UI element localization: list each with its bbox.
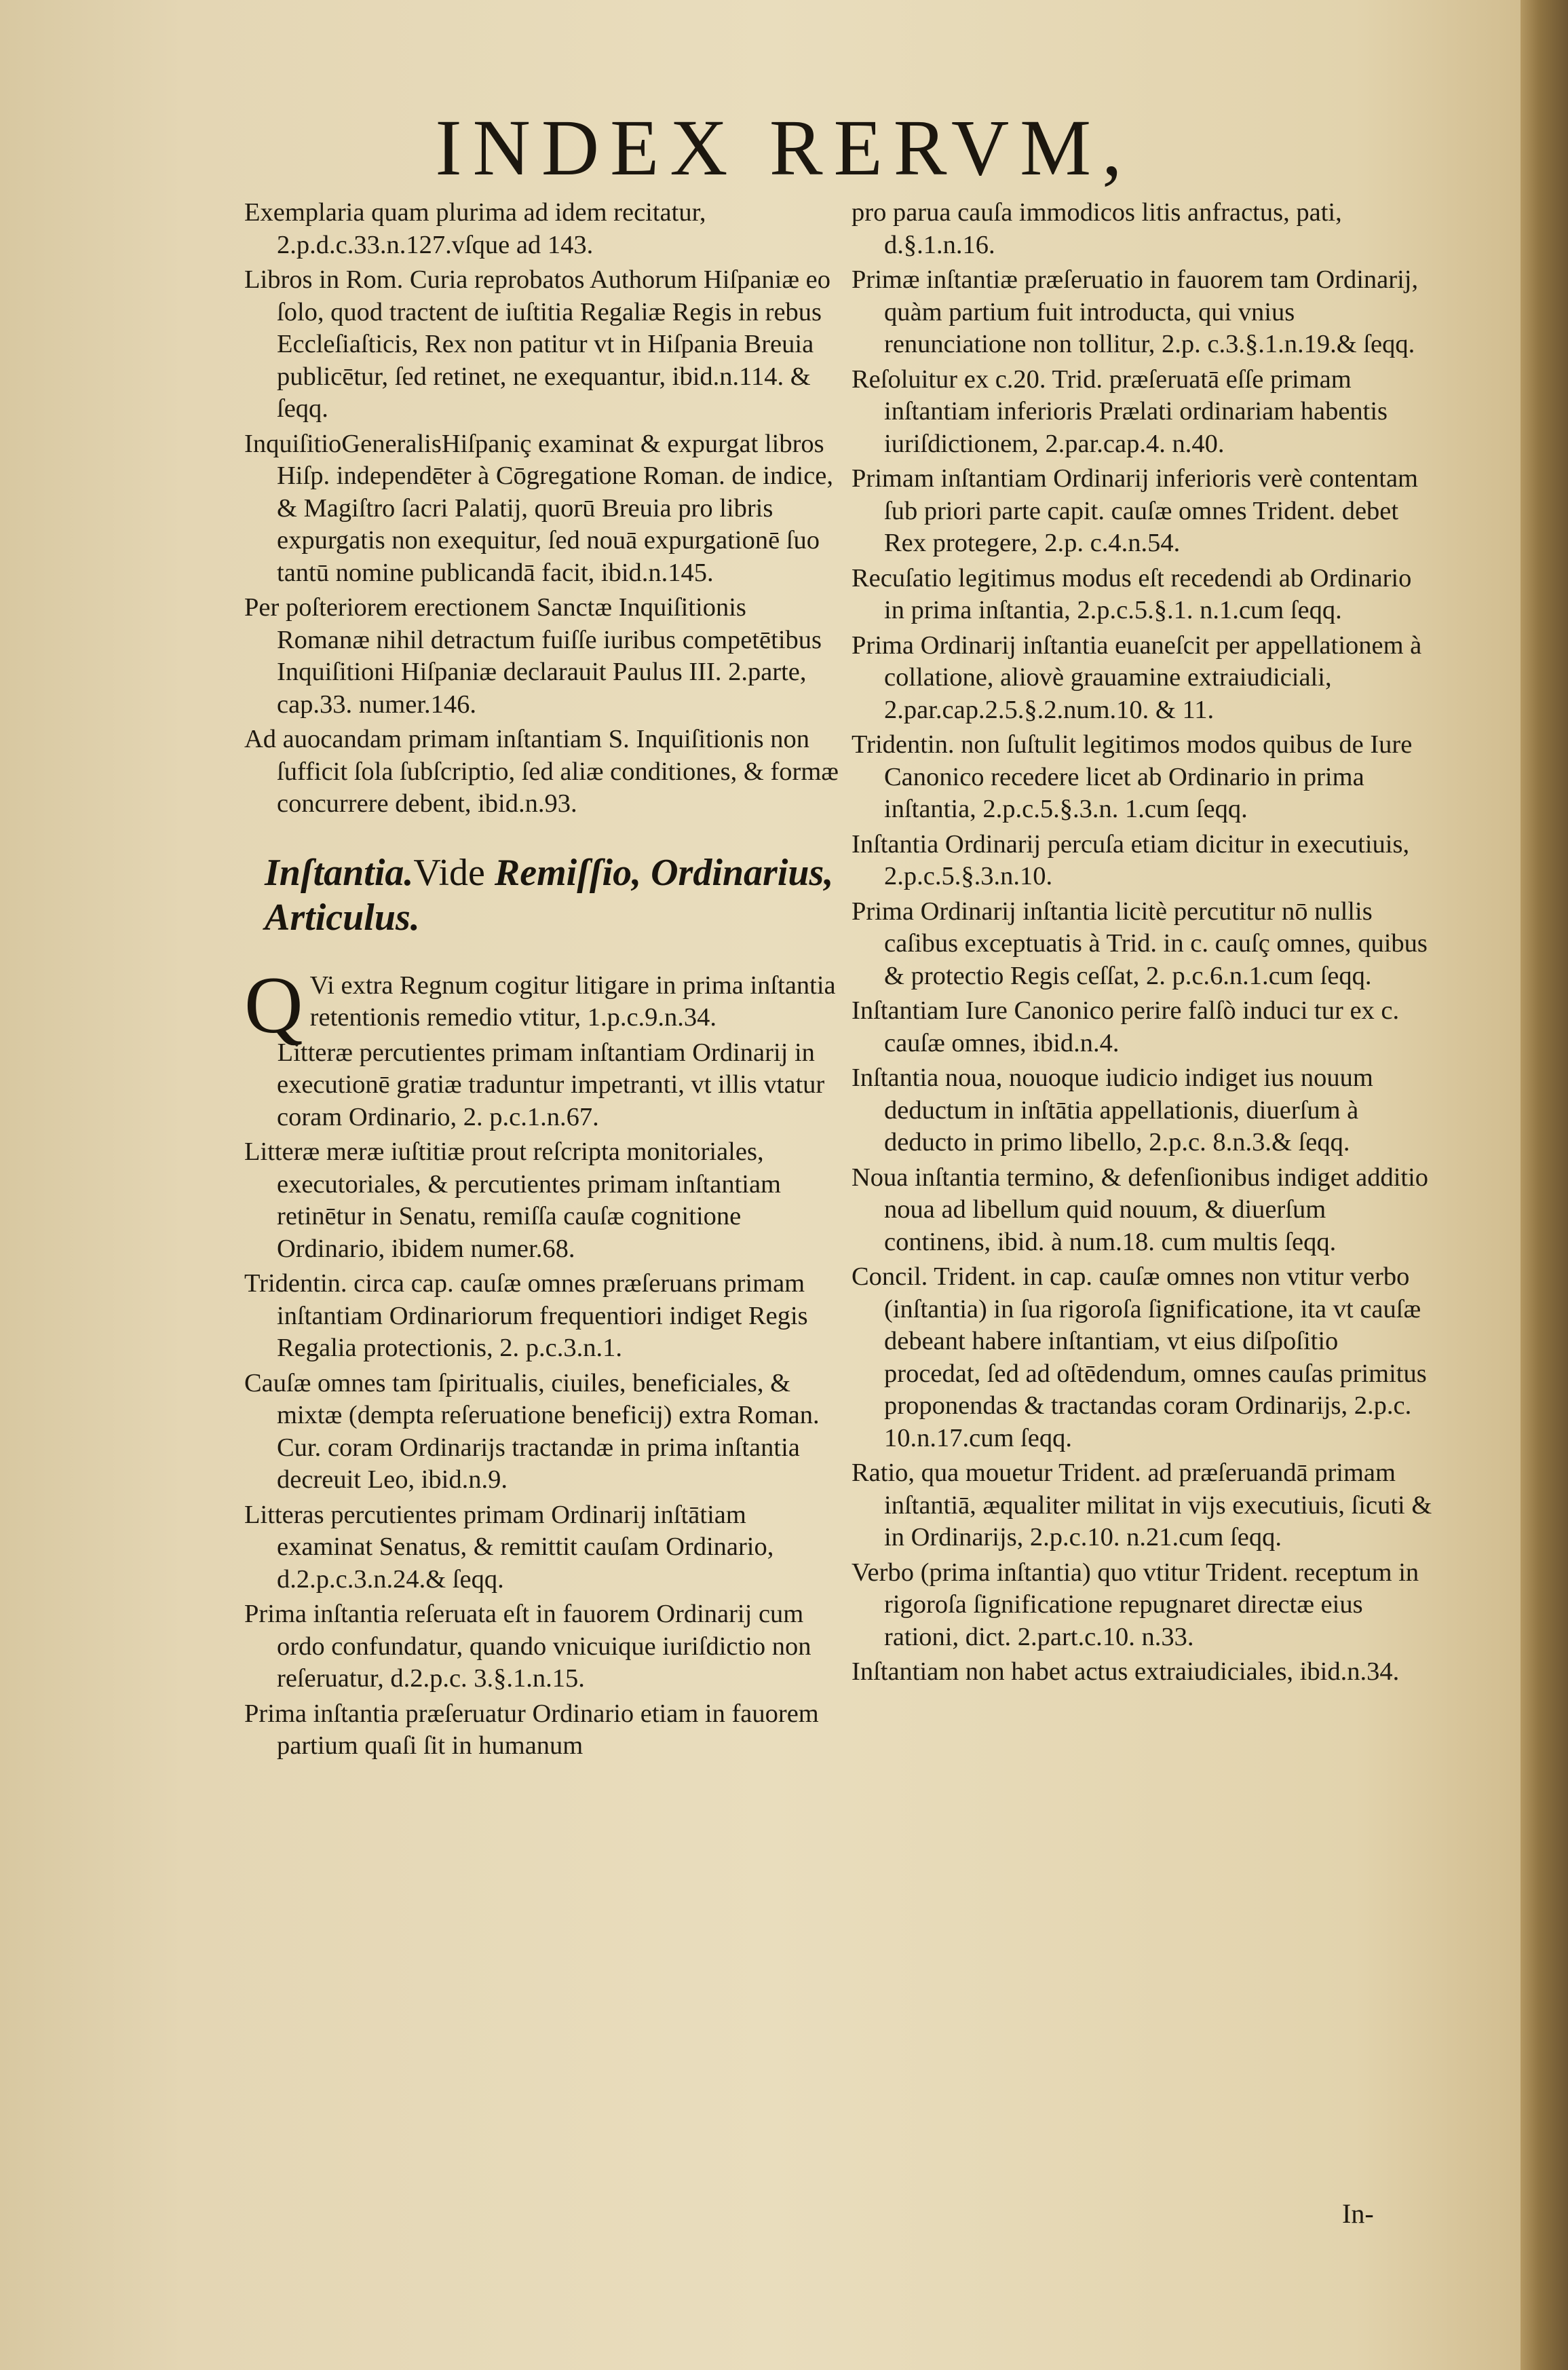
index-entry: Prima inſtantia præſeruatur Ordinario etiam in fauorem partium quaſi ſit in humanum xyxy=(244,1699,819,1760)
index-entry: Ad auocandam primam inſtantiam S. Inquiſitionis non ſufficit ſola ſubſcriptio, ſed aliæ conditiones, & formæ concurrere debent, ibid.n.93. xyxy=(244,725,839,818)
index-entry: Cauſæ omnes tam ſpiritualis, ciuiles, beneficiales, & mixtæ (dempta reſeruatione beneficij) extra Roman. Cur. coram Ordinarijs tractandæ in prima inſtantia decreuit Leo, ibid.n.9. xyxy=(244,1368,820,1494)
index-entry: Primam inſtantiam Ordinarij inferioris verè contentam ſub priori parte capit. cauſæ omnes Trident. debet Rex protegere, 2.p. c.4.n.54. xyxy=(852,464,1418,557)
index-entry: pro parua cauſa immodicos litis anfractus, pati, d.§.1.n.16. xyxy=(852,198,1342,259)
index-entry: Prima inſtantia reſeruata eſt in fauorem Ordinarij cum ordo confundatur, quando vnicuique iuriſdictio non reſeruatur, d.2.p.c. 3.§.1.n.15. xyxy=(244,1600,811,1693)
index-entry: Inſtantiam Iure Canonico perire falſò induci tur ex c. cauſæ omnes, ibid.n.4. xyxy=(852,996,1400,1057)
index-entry: Prima Ordinarij inſtantia licitè percutitur nō nullis caſibus exceptuatis à Trid. in c. cauſç omnes, quibus & protectio Regis ceſſat, 2. p.c.6.n.1.cum ſeqq. xyxy=(852,897,1428,990)
section-heading-vide: Vide xyxy=(413,851,485,894)
index-entry: Tridentin. circa cap. cauſæ omnes præſeruans primam inſtantiam Ordinariorum frequentiori indiget Regis Regalia protectionis, 2. p.c.3.n.1. xyxy=(244,1269,808,1362)
right-column xyxy=(852,197,1435,1691)
running-header: INDEX RERVM, xyxy=(435,103,1133,192)
index-entry: Litteras percutientes primam Ordinarij inſtātiam examinat Senatus, & remittit cauſam Ordinario, d.2.p.c.3.n.24.& ſeqq. xyxy=(244,1500,774,1594)
section-heading-lead: Inſtantia. xyxy=(265,851,414,894)
index-entry: InquiſitioGeneralisHiſpaniç examinat & expurgat libros Hiſp. independēter à Cōgregatione Roman. de indice, & Magiſtro ſacri Palatij, quorū Breuia pro libris expurgatis non exequitur, ſed nouā expurgationē ſuo tantū nomine publicandā facit, ibid.n.145. xyxy=(244,429,834,587)
index-entry: Per poſteriorem erectionem Sanctæ Inquiſitionis Romanæ nihil detractum fuiſſe iuribus competētibus Inquiſitioni Hiſpaniæ declarauit Paulus III. 2.parte, cap.33. numer.146. xyxy=(244,593,822,719)
index-entry: Noua inſtantia termino, & defenſionibus indiget additio noua ad libellum quid nouum, & diuerſum continens, ibid. à num.18. cum multis ſeqq. xyxy=(852,1163,1429,1256)
index-entry: Concil. Trident. in cap. cauſæ omnes non vtitur verbo (inſtantia) in ſua rigoroſa ſignificatione, ita vt cauſæ debeant habere inſtantiam, vt eius diſpoſitio procedat, ſed ad oſtēdendum, omnes cauſas primitus proponendas & tractandas coram Ordinarijs, 2.p.c. 10.n.17.cum ſeqq. xyxy=(852,1262,1427,1452)
index-entry: Reſoluitur ex c.20. Trid. præſeruatā eſſe primam inſtantiam inferioris Prælati ordinariam habentis iuriſdictionem, 2.par.cap.4. n.40. xyxy=(852,364,1388,458)
section-heading-refs: Remiſſio, Ordinarius, Articulus. xyxy=(265,851,834,939)
index-entry: Litteræ percutientes primam inſtantiam Ordinarij in executionē gratiæ traduntur impetranti, vt illis vtatur coram Ordinario, 2. p.c.1.n.67. xyxy=(277,1038,825,1131)
index-entry: Inſtantiam non habet actus extraiudiciales, ibid.n.34. xyxy=(852,1657,1400,1686)
index-entry: Verbo (prima inſtantia) quo vtitur Trident. receptum in rigoroſa ſignificatione repugnaret directæ eius rationi, dict. 2.part.c.10. n.33. xyxy=(852,1558,1419,1651)
index-entry-first xyxy=(244,959,841,1050)
index-entry: Litteræ meræ iuſtitiæ prout reſcripta monitoriales, executoriales, & percutientes primam inſtantiam retinētur in Senatu, remiſſa cauſæ cognitione Ordinario, ibidem numer.68. xyxy=(244,1137,782,1263)
index-entry: Libros in Rom. Curia reprobatos Authorum Hiſpaniæ eo ſolo, quod tractent de iuſtitia Regaliæ Regis in rebus Eccleſiaſticis, Rex non patitur vt in Hiſpania Breuia publicētur, ſed retinet, ne exequantur, ibid.n.114. & ſeqq. xyxy=(244,265,831,423)
index-entry: Inſtantia noua, nouoque iudicio indiget ius nouum deductum in inſtātia appellationis, diuerſum à deducto in primo libello, 2.p.c. 8.n.3.& ſeqq. xyxy=(852,1064,1373,1156)
catchword: In- xyxy=(1342,2198,1374,2229)
index-entry: Primæ inſtantiæ præſeruatio in fauorem tam Ordinarij, quàm partium fuit introducta, qui vnius renunciatione non tollitur, 2.p. c.3.§.1.n.19.& ſeqq. xyxy=(852,265,1419,358)
section-heading xyxy=(244,850,841,940)
index-entry: Prima Ordinarij inſtantia euaneſcit per appellationem à collatione, aliovè grauamine extraiudiciali, 2.par.cap.2.5.§.2.num.10. & 11. xyxy=(852,631,1422,724)
drop-cap: Q xyxy=(244,959,303,1050)
index-entry: Exemplaria quam plurima ad idem recitatur, 2.p.d.c.33.n.127.vſque ad 143. xyxy=(244,198,706,259)
left-column xyxy=(244,197,841,1765)
index-entry: Tridentin. non ſuſtulit legitimos modos quibus de Iure Canonico recedere licet ab Ordinario in prima inſtantia, 2.p.c.5.§.3.n. 1.cum ſeqq. xyxy=(852,730,1413,823)
book-gutter-shadow xyxy=(1521,0,1568,2370)
index-entry: Recuſatio legitimus modus eſt recedendi ab Ordinario in prima inſtantia, 2.p.c.5.§.1. n.1.cum ſeqq. xyxy=(852,563,1412,624)
index-entry: Inſtantia Ordinarij percuſa etiam dicitur in executiuis, 2.p.c.5.§.3.n.10. xyxy=(852,829,1410,890)
index-entry: Ratio, qua mouetur Trident. ad præſeruandā primam inſtantiā, æqualiter militat in vijs executiuis, ſicuti & in Ordinarijs, 2.p.c.10. n.21.cum ſeqq. xyxy=(852,1459,1432,1551)
first-entry-text: Vi extra Regnum cogitur litigare in prima inſtantia retentionis remedio vtitur, 1.p.c.9.n.34. xyxy=(309,971,836,1032)
